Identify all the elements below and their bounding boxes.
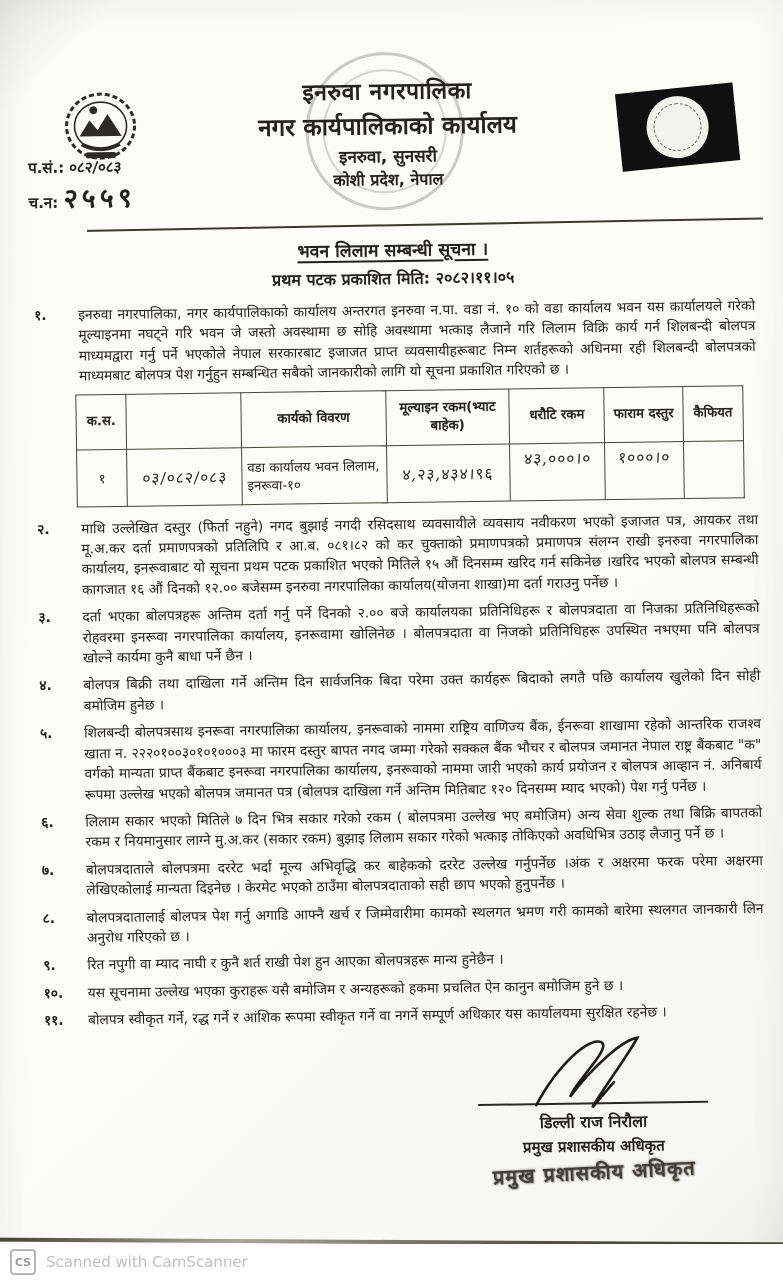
col-header-valuation-amount: मूल्याइन रकम(भ्याट बाहेक) — [385, 389, 509, 446]
cell-form-fee: १०००।० — [617, 447, 671, 467]
dispatch-number-value: २५५९ — [62, 182, 137, 215]
item-number: १. — [34, 307, 47, 325]
auction-table — [75, 385, 745, 507]
terms-list — [30, 296, 758, 388]
terms-list-continued — [33, 510, 767, 1032]
province-line: कोशी प्रदेश, नेपाल — [333, 169, 444, 190]
cell-ref-code: ०३/०८२/०८३ — [141, 468, 228, 488]
item-text: शिलबन्दी बोलपत्रसाथ इनरूवा नगरपालिका कार्यालय, इनरूवाको नाममा राष्ट्रिय वाणिज्य बैंक, ईनरूवा शाखामा रहेको आन्तरिक राजश्व खाता न. २२२०१००३०१०१०००३ मा फारम दस्तुर बापत नगद जम्मा गरेको सक्कल बैंक भौचर र बोलपत्र जमानत नेपाल राष्ट्र बैंकबाट "क" वर्गको मान्यता प्राप्त बैंकबाट इनरूवा नगरपालिका कार्यालय, इनरूवाको नाममा जारी भएको कार्य प्रयोजन र बोलपत्र आव्हान नं. अनिबार्य रूपमा उल्लेख भएको बोलपत्र जमानत पत्र (बोलपत्र दाखिला गर्ने अन्तिम मितिबाट १२० दिनसम्म म्याद भएको) पेश गर्नु पर्नेछ । — [83, 716, 762, 803]
municipality-name: इनरुवा नगरपालिका — [302, 77, 472, 107]
cell-deposit-amount: ४३,०००।० — [523, 448, 592, 468]
ref-number-label: प.सं.: — [27, 158, 65, 178]
item-text: दर्ता भएका बोलपत्रहरू अन्तिम दर्ता गर्नु पर्ने दिनको २.०० बजे कार्यालयका प्रतिनिधिहरू र बोलपत्रदाता वा निजका प्रतिनिधिहरूको रोहवरमा इनरूवा नगरपालिका कार्यालय, इनरूवामा खोलिनेछ । बोलपत्रदाता वा निजको प्रतिनिधिहरू उपस्थित नभएमा पनि बोलपत्र खोल्ने कार्यमा कुनै बाधा पर्ने छैन । — [82, 600, 760, 667]
municipality-logo — [615, 82, 740, 172]
notice-item-11 — [40, 1001, 767, 1032]
camscanner-icon: CS — [10, 1249, 36, 1275]
item-number: ५. — [39, 726, 53, 743]
cell-work-description: वडा कार्यालय भवन लिलाम, इनरूवा-१० — [241, 445, 387, 504]
camscanner-footer — [0, 1244, 783, 1280]
notice-item-4 — [35, 666, 762, 717]
signatory-title: प्रमुख प्रशासकीय अधिकृत — [522, 1135, 665, 1156]
cell-valuation-amount: ४,२३,४३४।९६ — [402, 464, 495, 484]
office-name: नगर कार्यपालिकाको कार्यालय — [258, 110, 518, 142]
col-header-blank — [126, 392, 241, 449]
reference-block — [28, 156, 136, 220]
notice-item-5 — [36, 714, 764, 806]
notice-item-3 — [34, 598, 762, 669]
letterhead-text — [187, 75, 589, 193]
item-number: ९. — [43, 958, 56, 975]
notice-item-7 — [38, 851, 765, 902]
col-header-remarks: कैफियत — [682, 385, 743, 441]
item-text: बोलपत्रदातालाई बोलपत्र पेश गर्नु अगाडि आफ्नै खर्च र जिम्मेवारीमा कामको स्थलगत भ्रमण गरी कामको बारेमा स्थलगत जानकारी लिन अनुरोध गरिएको छ । — [86, 900, 764, 947]
item-number: ७. — [41, 862, 55, 879]
ref-number-row — [28, 156, 135, 180]
horizontal-divider — [87, 217, 763, 231]
notice-body — [0, 233, 783, 1193]
item-number: ८. — [42, 910, 56, 927]
item-number: २. — [37, 521, 50, 538]
item-text: बोलपत्रदाताले बोलपत्रमा दररेट भर्दा मूल्य अभिवृद्धि कर बाहेकको दररेट उल्लेख गर्नुपर्नेछ ।अंक र अक्षरमा फरक परेमा अक्षरमा लेखिएकोलाई मान्यता दिइनेछ । केरमेट भएको ठाउँमा बोलपत्रदाताको सही छाप भएको हुनुपर्नेछ । — [85, 852, 763, 899]
letterhead — [0, 0, 782, 244]
item-text: बोलपत्र बिक्री तथा दाखिला गर्ने अन्तिम दिन सार्वजनिक बिदा परेमा उक्त कार्यहरू बिदाको लगतै पछि कार्यालय खुलेको दिन सोही बमोजिम हुनेछ । — [83, 668, 761, 715]
dispatch-number-label: च.न: — [28, 193, 59, 212]
item-text: माथि उल्लेखित दस्तुर (फिर्ता नहुने) नगद बुझाई नगदी रसिदसाथ व्यवसायीले व्यवसाय नवीकरण भएको इजाजत पत्र, आयकर तथा मू.अ.कर दर्ता प्रमाणपत्रको प्रतिलिपि र आ.ब. ०८१।८२ को कर चुक्ताको प्रमाणपत्रको प्रमाणपत्र संलग्न राखी इनरुवा नगरपालिका कार्यालय, इनरूवाबाट यो सूचना प्रथम पटक प्रकाशित भएको मितिले १५ औं दिनसम्म खरिद गर्न सकिनेछ ।खरिद भएको बोलपत्र सम्बन्धी कागजात १६ औं दिनको १२.०० बजेसम्म इनरुवा नगरपालिका कार्यालय(योजना शाखा)मा दर्ता गराउनु पर्नेछ । — [81, 511, 759, 599]
item-number: ११. — [43, 1012, 64, 1030]
item-number: ३. — [38, 610, 51, 627]
item-number: ४. — [39, 678, 52, 695]
office-address: इनरुवा, सुनसरी — [338, 146, 438, 168]
signatory-name: डिल्ली राज निरौला — [539, 1111, 648, 1132]
notice-item-8 — [38, 898, 765, 949]
notice-item-10 — [40, 974, 767, 1005]
item-text: यस सूचनामा उल्लेख भएका कुराहरू यसै बमोजिम र अन्यहरूको हकमा प्रचलित ऐन कानुन बमोजिम हुने छ । — [87, 977, 624, 1002]
col-header-serial: क.स. — [76, 394, 127, 450]
dispatch-number-row — [28, 178, 136, 220]
municipality-logo-circle — [644, 93, 712, 161]
item-number: १०. — [43, 985, 64, 1002]
table-row — [77, 440, 745, 506]
cell-remarks — [683, 440, 744, 498]
col-header-deposit-amount: धरौटि रकम — [509, 387, 605, 443]
camscanner-text: Scanned with CamScanner — [46, 1253, 248, 1271]
table-header-row — [76, 385, 744, 449]
notice-item-6 — [37, 803, 764, 854]
item-text: लिलाम सकार भएको मितिले ७ दिन भित्र सकार गरेको रकम ( बोलपत्रमा उल्लेख भए बमोजिम) अन्य सेवा शुल्क तथा बिक्रि बापतको रकम र नियमानुसार लाग्ने मु.अ.कर (सकार रकम) बुझाइ लिलाम सकार गरेको भत्काइ तोकिएको अवधिभित्र उठाइ लैजानु पर्ने छ । — [85, 804, 763, 851]
item-text: इनरुवा नगरपालिका, नगर कार्यपालिकाको कार्यालय अन्तरगत इनरुवा न.पा. वडा नं. १० को वडा कार्यालय भवन यस कार्यालयले गरेको मूल्याइनमा नघट्ने गरि भवन जे जस्तो अवस्थामा छ सोहि अवस्थामा भत्काइ लैजाने गरि लिलाम विक्रि कार्य गर्न शिलबन्दी बोलपत्र माध्यमद्वारा गर्नु पर्ने भएकोले नेपाल सरकारबाट इजाजत प्राप्त व्यवसायीहरूबाट निम्न शर्तहरूको अधिनमा रही शिलबन्दी बोलपत्रको माध्यमबाट बोलपत्र पेश गर्नुहुन सम्बन्धित सबैको जानकारीको लागि यो सूचना प्रकाशित गरिएको छ । — [78, 298, 756, 385]
item-text: बोलपत्र स्वीकृत गर्ने, रद्ध गर्ने र आंशिक रूपमा स्वीकृत गर्ने वा नगर्ने सम्पूर्ण अधिकार यस कार्यालयमा सुरक्षित रहनेछ । — [87, 1004, 667, 1029]
publication-date: प्रथम पटक प्रकाशित मिति: २०८२।११।०५ — [271, 267, 515, 290]
notice-title: भवन लिलाम सम्बन्धी सूचना । — [297, 239, 489, 263]
ref-number-value: ०८२/०८३ — [68, 157, 123, 177]
item-number: ६. — [41, 814, 54, 831]
col-header-form-fee: फाराम दस्तुर — [604, 386, 683, 442]
office-stamp-text: प्रमुख प्रशासकीय अधिकृत — [492, 1154, 697, 1189]
notice-item-9 — [39, 946, 766, 977]
signature-block — [447, 1032, 739, 1187]
notice-item-2 — [33, 510, 761, 602]
signature-scribble-icon — [517, 1033, 668, 1109]
cell-serial: १ — [77, 449, 128, 507]
notice-item-1 — [30, 296, 758, 388]
col-header-work-description: कार्यको विवरण — [241, 390, 387, 447]
item-text: रित नपुगी वा म्याद नाघी र कुनै शर्त राखी पेश हुन आएका बोलपत्रहरू मान्य हुनेछैन । — [87, 951, 504, 974]
